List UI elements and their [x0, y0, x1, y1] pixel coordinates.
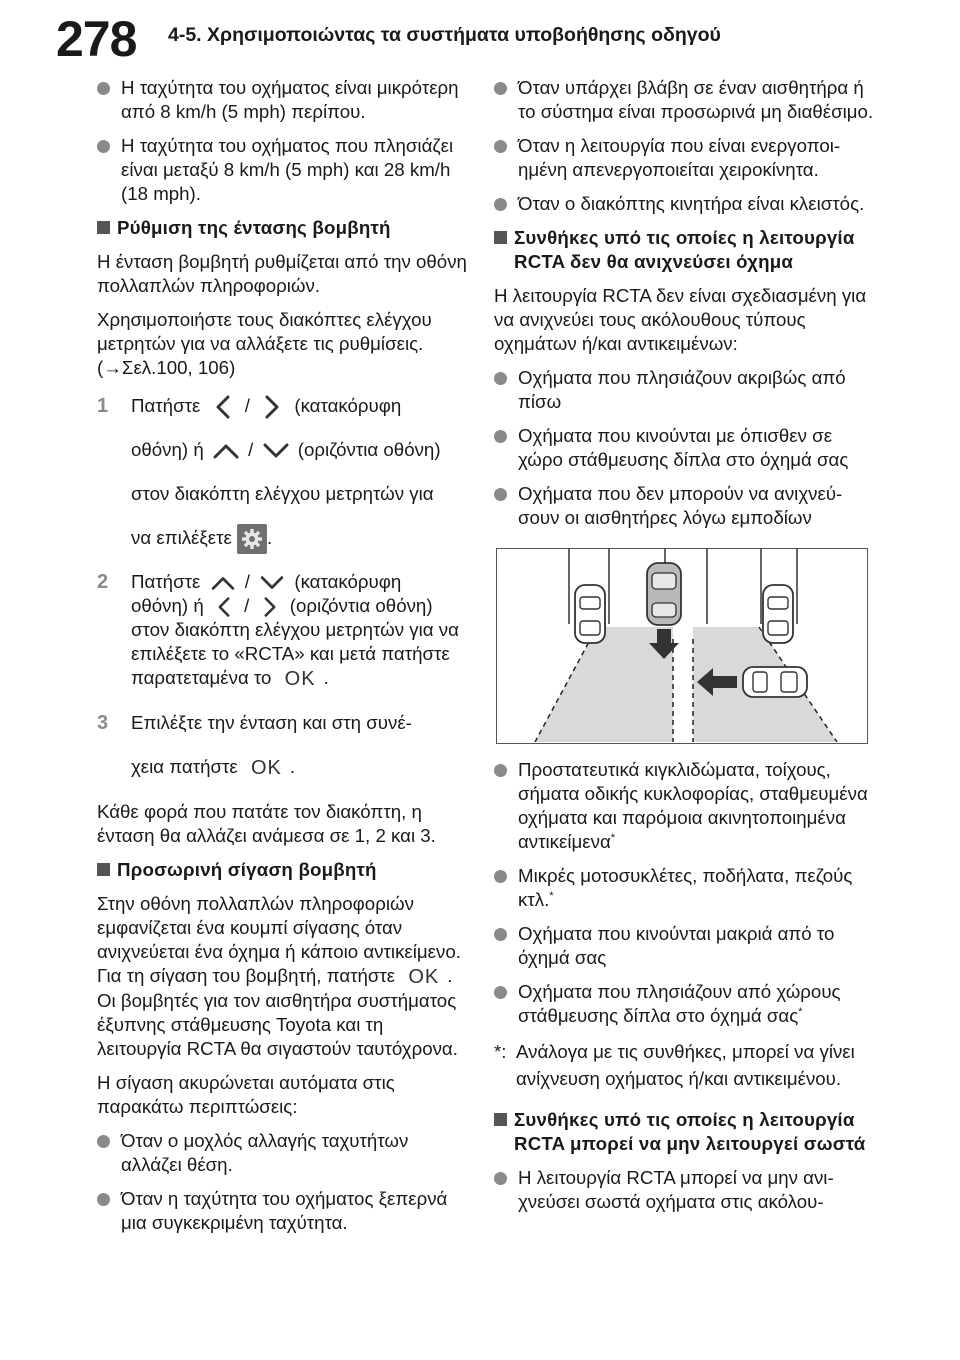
chevron-up-icon [209, 441, 243, 461]
list-item: Οχήματα που κινούνται με όπισθεν σε χώρο στάθμευσης δίπλα στο όχημά σας [494, 424, 874, 472]
step-text: . [267, 527, 273, 548]
rcta-malfunction-heading: Συνθήκες υπό τις οποίες η λειτουργία RCTA μπορεί να μην λειτουργεί σωστά [494, 1108, 874, 1156]
mute-paragraph: Η σίγαση ακυρώνεται αυτόματα στις παρακάτω περιπτώσεις: [97, 1072, 395, 1118]
list-item: Η ταχύτητα του οχήματος είναι μικρότερη από 8 km/h (5 mph) περίπου. [97, 76, 467, 124]
footnote-mark: *: [494, 1041, 507, 1062]
step-text: οθόνη) ή [131, 439, 204, 460]
footnote-text: Ανάλογα με τις συνθήκες, μπορεί να γίνει ανίχνευση οχήματος ή/και αντικειμένου. [516, 1041, 855, 1089]
slash: / [244, 595, 250, 616]
parked-car-left [575, 585, 605, 643]
list-item [494, 758, 874, 854]
mute-text: Οι βομβητές για τον αισθητήρα συστήματος έξυπνης στάθμευσης Toyota και τη λειτουργία RCTA θα σιγαστούν ταυτόχρονα. [97, 990, 458, 1060]
chevron-left-icon [209, 596, 239, 618]
volume-paragraph: Χρησιμοποιήστε τους διακόπτες ελέγχου μετρητών για να αλλάξετε τις ρυθμίσεις. (→Σελ.100, 106) [97, 309, 432, 378]
section-title: 4-5. Χρησιμοποιώντας τα συστήματα υποβοήθησης οδηγού [168, 24, 721, 46]
list-item: Οχήματα που πλησιάζουν ακριβώς από πίσω [494, 366, 874, 414]
step-3 [97, 701, 467, 790]
chevron-down-icon [255, 574, 289, 592]
footnote [494, 1038, 874, 1092]
chevron-right-icon [255, 596, 285, 618]
list-item: Όταν η ταχύτητα του οχήματος ξεπερνά μια συγκεκριμένη ταχύτητα. [97, 1187, 467, 1235]
right-column [494, 76, 874, 1224]
step-text: (κατακόρυφη [294, 571, 402, 592]
list-item [494, 980, 874, 1028]
list-item: Η ταχύτητα του οχήματος που πλησιάζει είναι μεταξύ 8 km/h (5 mph) και 28 km/h (18 mph). [97, 134, 467, 206]
step-number: 3 [97, 712, 109, 735]
settings-gear-icon [237, 524, 267, 554]
mute-heading: Προσωρινή σίγαση βομβητή [97, 858, 467, 882]
step-number: 1 [97, 395, 109, 417]
step-text: . [289, 756, 296, 778]
mute-text: Στην οθόνη πολλαπλών πληροφοριών εμφανίζεται ένα κουμπί σίγασης όταν ανιχνεύεται ένα όχημα ή κάποιο αντικείμενο. Για τη σίγαση του βομβητή, πατήστε [97, 893, 461, 987]
list-item: Η λειτουργία RCTA μπορεί να μην ανιχνεύσει σωστά οχήματα στις ακόλου- [494, 1166, 874, 1214]
asterisk: * [549, 889, 554, 902]
asterisk: * [610, 831, 616, 844]
list-item: Όταν υπάρχει βλάβη σε έναν αισθητήρα ή το σύστημα είναι προσωρινά μη διαθέσιμο. [494, 76, 874, 124]
mute-paragraph [97, 892, 467, 1061]
step-text: (οριζόντια οθόνη) [289, 595, 433, 616]
volume-paragraph: Η ένταση βομβητή ρυθμίζεται από την οθόνη πολλαπλών πληροφοριών. [97, 251, 467, 296]
step-text: να επιλέξετε [131, 527, 232, 548]
list-item: Οχήματα που κινούνται μακριά από το όχημά σας [494, 922, 874, 970]
list-item-text: Προστατευτικά κιγκλιδώματα, τοίχους, σήματα οδικής κυκλοφορίας, σταθμευμένα οχήματα και παρόμοια ακινητοποιημένα αντικείμενα [518, 759, 868, 852]
slash: / [244, 571, 250, 592]
ok-button-icon: OK [408, 966, 440, 989]
list-item-text: Μικρές μοτοσυκλέτες, ποδήλατα, πεζούς κτλ. [518, 865, 853, 910]
page-number: 278 [56, 11, 137, 67]
step-text: στον διακόπτη ελέγχου μετρητών για [131, 483, 434, 504]
step-text: (κατακόρυφη [294, 395, 402, 416]
chevron-left-icon [206, 394, 240, 420]
step-text: Πατήστε [131, 571, 201, 592]
step-text: οθόνη) ή [131, 595, 204, 616]
asterisk: * [798, 1005, 803, 1018]
mute-text: . [447, 965, 453, 987]
parking-diagram [497, 549, 866, 742]
step-text: Πατήστε [131, 395, 201, 416]
step-text: στον διακόπτη ελέγχου μετρητών για να επιλέξετε το «RCTA» και μετά πατήστε παρατεταμένα το [131, 619, 459, 689]
step-number: 2 [97, 571, 109, 593]
step-text: . [323, 667, 329, 689]
step-2 [97, 570, 467, 691]
ok-button-icon: OK [284, 668, 316, 691]
step-1 [97, 384, 467, 560]
rcta-no-detect-heading: Συνθήκες υπό τις οποίες η λειτουργία RCTA δεν θα ανιχνεύσει όχημα [494, 226, 874, 274]
list-item: Όταν ο μοχλός αλλαγής ταχυτήτων αλλάζει θέση. [97, 1129, 467, 1177]
parked-car-right [763, 585, 793, 643]
step-text: (οριζόντια οθόνη) [297, 439, 441, 460]
steps-note: Κάθε φορά που πατάτε τον διακόπτη, η ένταση θα αλλάζει ανάμεσα σε 1, 2 και 3. [97, 801, 436, 847]
volume-heading: Ρύθμιση της έντασης βομβητή [97, 216, 467, 240]
rcta-paragraph: Η λειτουργία RCTA δεν είναι σχεδιασμένη για να ανιχνεύει τους ακόλουθους τύπους οχημάτων ή/και αντικειμένων: [494, 285, 867, 354]
slash: / [244, 395, 250, 416]
ok-button-icon: OK [250, 757, 282, 780]
left-column [97, 76, 467, 1245]
chevron-up-icon [206, 574, 240, 592]
slash: / [248, 439, 254, 460]
own-car [647, 563, 681, 625]
page-header [56, 10, 936, 80]
parking-illustration [496, 548, 868, 744]
list-item [494, 864, 874, 912]
chevron-down-icon [259, 441, 293, 461]
list-item: Όταν ο διακόπτης κινητήρα είναι κλειστός. [494, 192, 874, 216]
chevron-right-icon [255, 394, 289, 420]
step-text: Επιλέξτε την ένταση και στη συνέ- [131, 712, 412, 734]
step-text: χεια πατήστε [131, 756, 238, 778]
list-item-text: Οχήματα που πλησιάζουν από χώρους στάθμευσης δίπλα στο όχημά σας [518, 981, 841, 1026]
list-item: Όταν η λειτουργία που είναι ενεργοποιημένη απενεργοποιείται χειροκίνητα. [494, 134, 874, 182]
list-item: Οχήματα που δεν μπορούν να ανιχνεύσουν οι αισθητήρες λόγω εμποδίων [494, 482, 874, 530]
approaching-car [743, 667, 807, 697]
